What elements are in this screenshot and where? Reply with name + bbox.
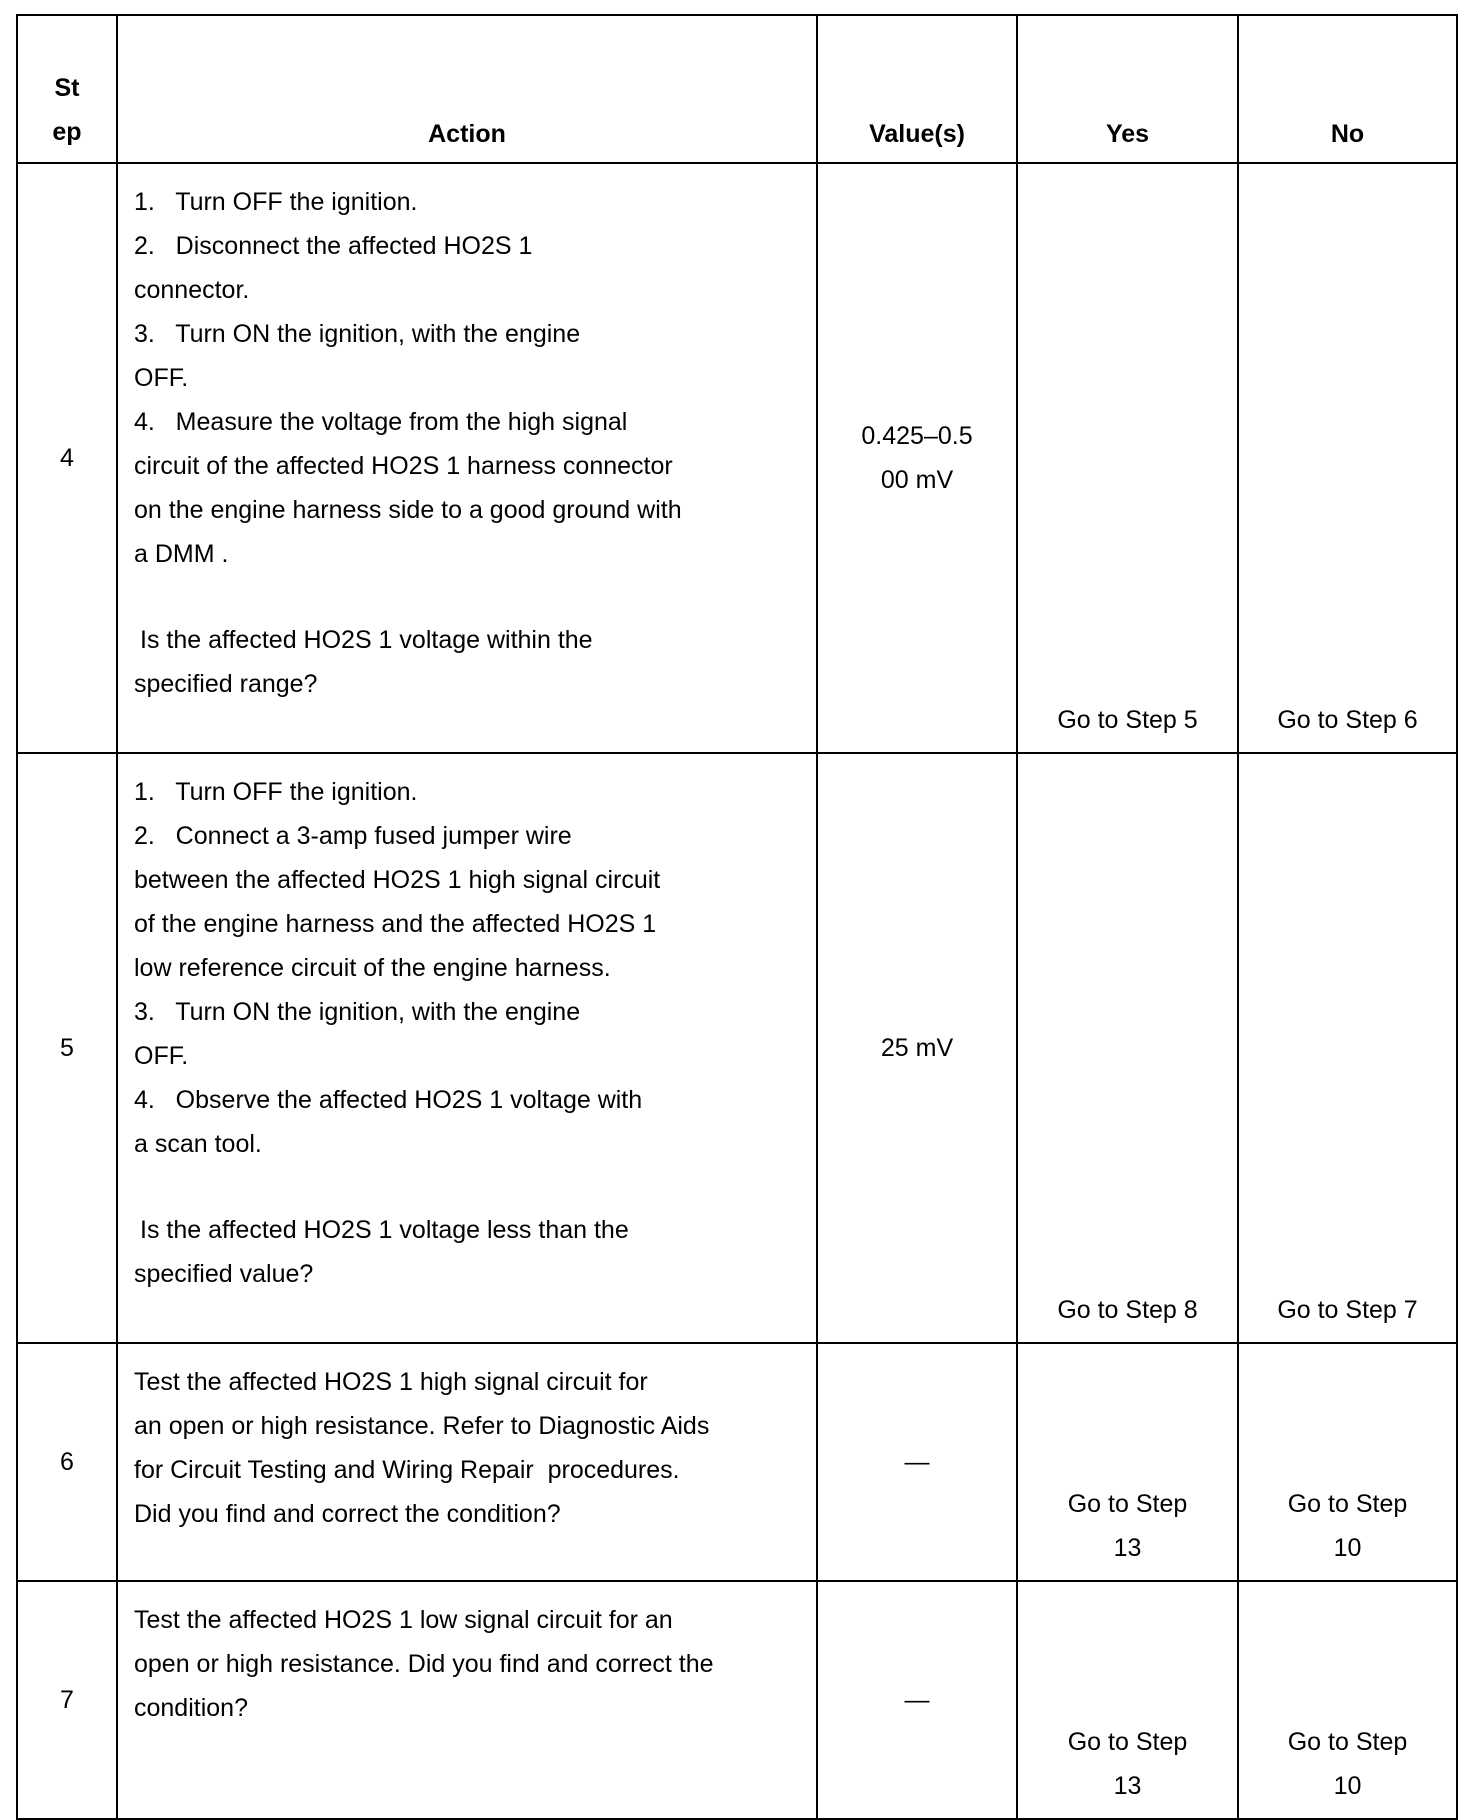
step-number: 6	[17, 1343, 117, 1581]
value-text: 0.425–0.5	[861, 422, 973, 450]
action-question-line: specified range?	[134, 670, 318, 698]
yes-cell	[1017, 1581, 1238, 1819]
value-cell	[817, 1581, 1017, 1819]
action-line: 1. Turn OFF the ignition.	[134, 778, 418, 806]
action-line: connector.	[134, 276, 250, 304]
no-cell	[1238, 1343, 1457, 1581]
yes-cell	[1017, 753, 1238, 1343]
action-line: open or high resistance. Did you find and correct the	[134, 1650, 714, 1678]
no-cell	[1238, 163, 1457, 753]
action-line: 1. Turn OFF the ignition.	[134, 188, 418, 216]
action-cell	[117, 1581, 817, 1819]
header-yes: Yes	[1017, 15, 1238, 163]
yes-cell	[1017, 163, 1238, 753]
no-text: Go to Step	[1287, 1728, 1408, 1756]
action-line: Test the affected HO2S 1 high signal circuit for	[134, 1368, 648, 1396]
action-line: between the affected HO2S 1 high signal circuit	[134, 866, 661, 894]
yes-text: Go to Step	[1067, 1490, 1188, 1518]
header-action: Action	[117, 15, 817, 163]
header-step	[17, 15, 117, 163]
action-line: condition?	[134, 1694, 248, 1722]
action-spacer	[134, 1166, 808, 1208]
action-line: an open or high resistance. Refer to Diagnostic Aids	[134, 1412, 710, 1440]
action-line: Test the affected HO2S 1 low signal circuit for an	[134, 1606, 673, 1634]
value-text: 00 mV	[880, 466, 954, 494]
header-no: No	[1238, 15, 1457, 163]
yes-text: Go to Step	[1067, 1728, 1188, 1756]
action-line: OFF.	[134, 364, 189, 392]
header-step-line2: ep	[52, 118, 82, 146]
action-question-line: specified value?	[134, 1260, 314, 1288]
action-line: circuit of the affected HO2S 1 harness connector	[134, 452, 673, 480]
yes-text: 13	[1113, 1534, 1142, 1562]
action-line: for Circuit Testing and Wiring Repair procedures.	[134, 1456, 680, 1484]
action-line: 2. Connect a 3-amp fused jumper wire	[134, 822, 572, 850]
table-row	[17, 163, 1457, 753]
value-text: 25 mV	[880, 1034, 954, 1062]
table-row	[17, 1581, 1457, 1819]
action-spacer	[134, 576, 808, 618]
header-values: Value(s)	[817, 15, 1017, 163]
action-line: 3. Turn ON the ignition, with the engine	[134, 320, 581, 348]
no-text: Go to Step 6	[1277, 706, 1418, 734]
action-line: 4. Measure the voltage from the high signal	[134, 408, 628, 436]
no-text: 10	[1333, 1772, 1362, 1800]
table-header-row	[17, 15, 1457, 163]
value-cell	[817, 163, 1017, 753]
yes-text: 13	[1113, 1772, 1142, 1800]
yes-text: Go to Step 5	[1057, 706, 1198, 734]
no-text: Go to Step 7	[1277, 1296, 1418, 1324]
yes-cell	[1017, 1343, 1238, 1581]
action-line: a DMM .	[134, 540, 229, 568]
no-cell	[1238, 1581, 1457, 1819]
header-step-line1: St	[54, 74, 80, 102]
action-cell	[117, 163, 817, 753]
action-line: 4. Observe the affected HO2S 1 voltage with	[134, 1086, 643, 1114]
action-line: OFF.	[134, 1042, 189, 1070]
step-number: 5	[17, 753, 117, 1343]
value-cell	[817, 753, 1017, 1343]
action-line: 2. Disconnect the affected HO2S 1	[134, 232, 533, 260]
action-cell	[117, 753, 817, 1343]
no-cell	[1238, 753, 1457, 1343]
action-line: Did you find and correct the condition?	[134, 1500, 561, 1528]
step-number: 4	[17, 163, 117, 753]
value-text: —	[904, 1686, 930, 1714]
action-line: low reference circuit of the engine harness.	[134, 954, 611, 982]
table-body	[17, 163, 1457, 1819]
action-question-line: Is the affected HO2S 1 voltage less than the	[140, 1216, 629, 1244]
action-question-line: Is the affected HO2S 1 voltage within the	[140, 626, 593, 654]
action-cell	[117, 1343, 817, 1581]
value-cell	[817, 1343, 1017, 1581]
step-number: 7	[17, 1581, 117, 1819]
action-line: a scan tool.	[134, 1130, 262, 1158]
table-row	[17, 1343, 1457, 1581]
action-line: of the engine harness and the affected HO2S 1	[134, 910, 657, 938]
table-row	[17, 753, 1457, 1343]
diagnostic-table	[16, 14, 1458, 1820]
action-line: on the engine harness side to a good ground with	[134, 496, 682, 524]
no-text: Go to Step	[1287, 1490, 1408, 1518]
value-text: —	[904, 1448, 930, 1476]
action-line: 3. Turn ON the ignition, with the engine	[134, 998, 581, 1026]
yes-text: Go to Step 8	[1057, 1296, 1198, 1324]
no-text: 10	[1333, 1534, 1362, 1562]
